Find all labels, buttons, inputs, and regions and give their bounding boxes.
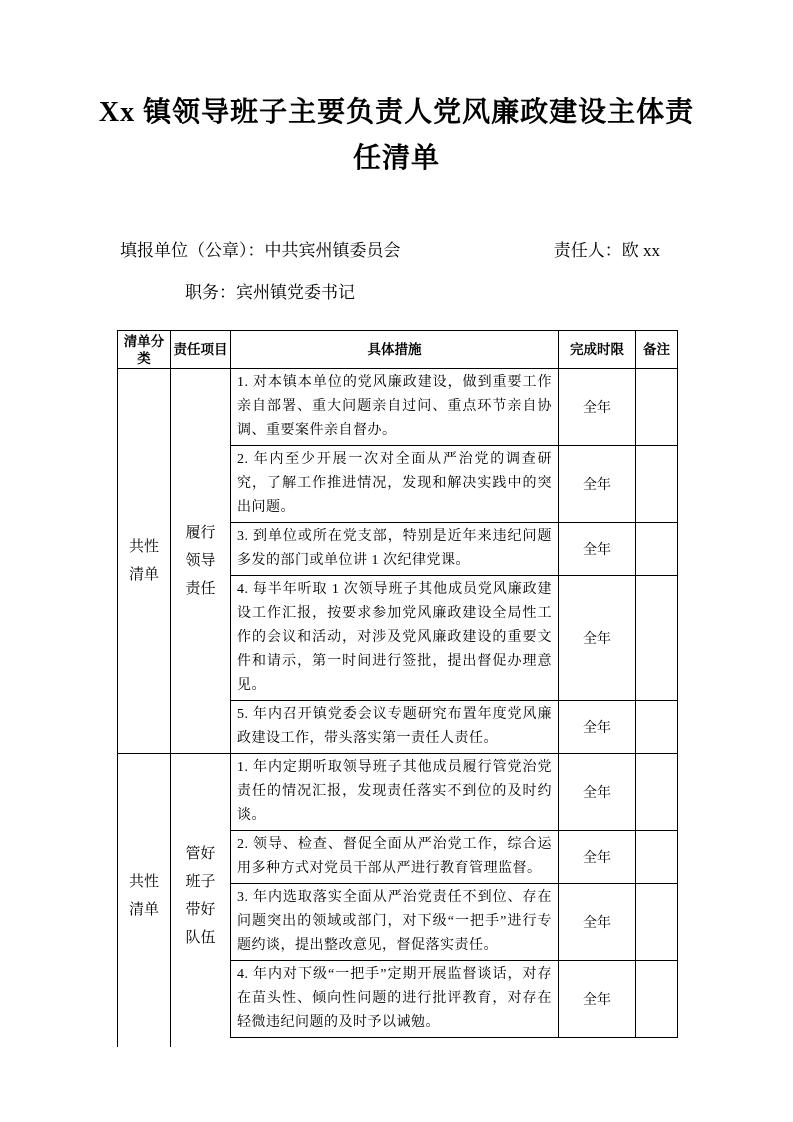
deadline-cell: 全年 xyxy=(559,831,636,884)
remark-cell xyxy=(636,754,678,831)
responsible-person-text: 责任人：欧 xx xyxy=(553,241,660,260)
remark-cell xyxy=(636,446,678,523)
deadline-cell: 全年 xyxy=(559,701,636,754)
header-deadline: 完成时限 xyxy=(559,331,636,369)
reporting-unit-text: 填报单位（公章）：中共宾州镇委员会 xyxy=(120,241,401,260)
document-title xyxy=(67,90,727,182)
measure-cell: 4. 每半年听取 1 次领导班子其他成员党风廉政建设工作汇报，按要求参加党风廉政建设全局性工作的会议和活动，对涉及党风廉政建设的重要文件和请示，第一时间进行签批，提出督促办理意见。 xyxy=(231,576,559,701)
table-continuation-lines xyxy=(117,1038,171,1047)
header-remark: 备注 xyxy=(636,331,678,369)
deadline-cell: 全年 xyxy=(559,369,636,446)
measure-cell: 3. 到单位或所在党支部，特别是近年来违纪问题多发的部门或单位讲 1 次纪律党课。 xyxy=(231,523,559,576)
position-text: 职务：宾州镇党委书记 xyxy=(185,283,355,302)
deadline-cell: 全年 xyxy=(559,576,636,701)
deadline-cell: 全年 xyxy=(559,884,636,961)
deadline-cell: 全年 xyxy=(559,446,636,523)
remark-cell xyxy=(636,701,678,754)
table-row xyxy=(118,369,678,446)
remark-cell xyxy=(636,961,678,1038)
deadline-cell: 全年 xyxy=(559,754,636,831)
category-cell-section1: 共性清单 xyxy=(118,369,171,754)
meta-row-1 xyxy=(120,240,660,262)
responsibility-table xyxy=(117,330,678,1038)
remark-cell xyxy=(636,369,678,446)
measure-cell: 2. 领导、检查、督促全面从严治党工作，综合运用多种方式对党员干部从严进行教育管理监督。 xyxy=(231,831,559,884)
header-measure: 具体措施 xyxy=(231,331,559,369)
measure-cell: 2. 年内至少开展一次对全面从严治党的调查研究，了解工作推进情况，发现和解决实践中的突出问题。 xyxy=(231,446,559,523)
remark-cell xyxy=(636,576,678,701)
deadline-cell: 全年 xyxy=(559,961,636,1038)
remark-cell xyxy=(636,884,678,961)
document-title-line1: Xx 镇领导班子主要负责人党风廉政建设主体责 xyxy=(98,97,695,128)
project-cell-section1: 履行领导责任 xyxy=(171,369,231,754)
table-row xyxy=(118,754,678,831)
measure-cell: 3. 年内选取落实全面从严治党责任不到位、存在问题突出的领域或部门，对下级“一把手”进行专题约谈，提出整改意见，督促落实责任。 xyxy=(231,884,559,961)
measure-cell: 4. 年内对下级“一把手”定期开展监督谈话，对存在苗头性、倾向性问题的进行批评教育，对存在轻微违纪问题的及时予以诫勉。 xyxy=(231,961,559,1038)
document-meta xyxy=(120,240,660,304)
document-title-line2: 任清单 xyxy=(352,143,440,174)
header-project: 责任项目 xyxy=(171,331,231,369)
project-cell-section2: 管好班子带好队伍 xyxy=(171,754,231,1038)
measure-cell: 1. 年内定期听取领导班子其他成员履行管党治党责任的情况汇报，发现责任落实不到位的及时约谈。 xyxy=(231,754,559,831)
remark-cell xyxy=(636,523,678,576)
meta-row-2 xyxy=(120,282,660,304)
remark-cell xyxy=(636,831,678,884)
category-cell-section2: 共性清单 xyxy=(118,754,171,1038)
deadline-cell: 全年 xyxy=(559,523,636,576)
measure-cell: 5. 年内召开镇党委会议专题研究布置年度党风廉政建设工作，带头落实第一责任人责任。 xyxy=(231,701,559,754)
header-category: 清单分类 xyxy=(118,331,171,369)
measure-cell: 1. 对本镇本单位的党风廉政建设，做到重要工作亲自部署、重大问题亲自过问、重点环节亲自协调、重要案件亲自督办。 xyxy=(231,369,559,446)
table-header-row xyxy=(118,331,678,369)
